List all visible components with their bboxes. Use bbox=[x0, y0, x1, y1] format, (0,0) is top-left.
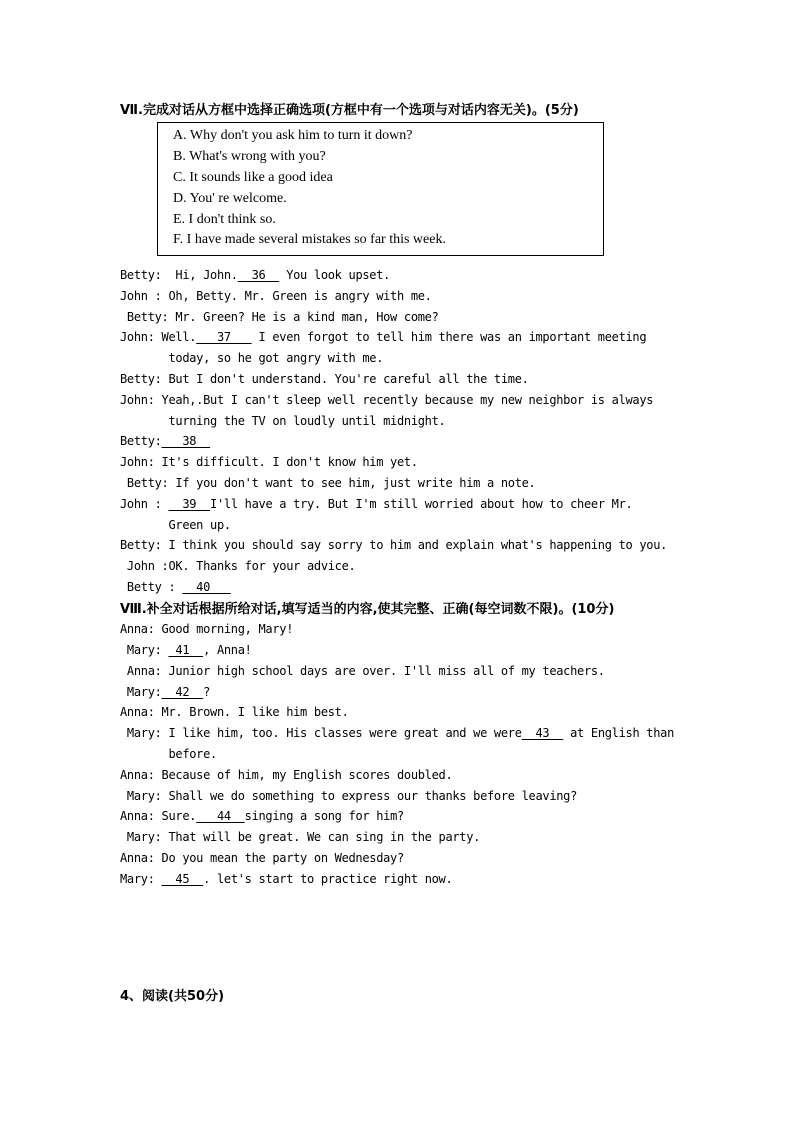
dialogue-line: Anna: Junior high school days are over. I'll miss all of my teachers. bbox=[120, 664, 605, 678]
section-7-heading: Ⅶ.完成对话从方框中选择正确选项(方框中有一个选项与对话内容无关)。(5分) bbox=[120, 103, 579, 118]
option-e: E. I don't think so. bbox=[173, 212, 276, 227]
dialogue-line: Anna: Good morning, Mary! bbox=[120, 622, 294, 636]
blank-41: 41 bbox=[168, 643, 204, 657]
blank-39: 39 bbox=[168, 497, 211, 511]
blank-40: 40 bbox=[182, 580, 231, 594]
dialogue-line: Mary: 45 . let's start to practice right now. bbox=[120, 872, 453, 886]
dialogue-line: John: Yeah,.But I can't sleep well recently because my new neighbor is always bbox=[120, 393, 654, 407]
dialogue-line: John : Oh, Betty. Mr. Green is angry with me. bbox=[120, 289, 432, 303]
blank-36: 36 bbox=[237, 268, 280, 282]
dialogue-line: John :OK. Thanks for your advice. bbox=[120, 559, 356, 573]
dialogue-line: Anna: Do you mean the party on Wednesday? bbox=[120, 851, 404, 865]
dialogue-line: Betty: 38 bbox=[120, 434, 211, 448]
dialogue-line: today, so he got angry with me. bbox=[120, 351, 384, 365]
option-d: D. You' re welcome. bbox=[173, 191, 287, 206]
dialogue-line: Betty: Hi, John. 36 You look upset. bbox=[120, 268, 391, 282]
dialogue-line: Betty : 40 bbox=[120, 580, 231, 594]
dialogue-line: Betty: I think you should say sorry to him and explain what's happening to you. bbox=[120, 538, 668, 552]
option-a: A. Why don't you ask him to turn it down? bbox=[173, 128, 413, 143]
dialogue-line: turning the TV on loudly until midnight. bbox=[120, 414, 446, 428]
option-f: F. I have made several mistakes so far this week. bbox=[173, 232, 446, 247]
dialogue-line: Mary: Shall we do something to express our thanks before leaving? bbox=[120, 789, 578, 803]
dialogue-line: Mary: That will be great. We can sing in the party. bbox=[120, 830, 481, 844]
blank-43: 43 bbox=[521, 726, 564, 740]
section-8-heading: Ⅷ.补全对话根据所给对话,填写适当的内容,使其完整、正确(每空词数不限)。(10分) bbox=[120, 602, 615, 617]
dialogue-line: Mary: 42 ? bbox=[120, 685, 211, 699]
dialogue-line: Betty: Mr. Green? He is a kind man, How come? bbox=[120, 310, 439, 324]
dialogue-line: Anna: Mr. Brown. I like him best. bbox=[120, 705, 349, 719]
blank-38: 38 bbox=[161, 434, 211, 448]
dialogue-line: Betty: But I don't understand. You're careful all the time. bbox=[120, 372, 529, 386]
dialogue-line: Mary: I like him, too. His classes were great and we were 43 at English than bbox=[120, 726, 674, 740]
blank-37: 37 bbox=[196, 330, 252, 344]
dialogue-line: Anna: Because of him, my English scores doubled. bbox=[120, 768, 453, 782]
dialogue-line: John : 39 I'll have a try. But I'm still worried about how to cheer Mr. bbox=[120, 497, 633, 511]
blank-42: 42 bbox=[161, 685, 204, 699]
dialogue-line: Green up. bbox=[120, 518, 231, 532]
dialogue-line: John: Well. 37 I even forgot to tell him there was an important meeting bbox=[120, 330, 647, 344]
option-b: B. What's wrong with you? bbox=[173, 149, 326, 164]
blank-44: 44 bbox=[196, 809, 245, 823]
dialogue-line: before. bbox=[120, 747, 217, 761]
dialogue-line: Anna: Sure. 44 singing a song for him? bbox=[120, 809, 404, 823]
dialogue-line: Betty: If you don't want to see him, just write him a note. bbox=[120, 476, 536, 490]
dialogue-line: Mary: 41 , Anna! bbox=[120, 643, 252, 657]
dialogue-line: John: It's difficult. I don't know him yet. bbox=[120, 455, 418, 469]
option-c: C. It sounds like a good idea bbox=[173, 170, 333, 185]
section-4-heading: 4、阅读(共50分) bbox=[120, 989, 225, 1004]
blank-45: 45 bbox=[161, 872, 204, 886]
